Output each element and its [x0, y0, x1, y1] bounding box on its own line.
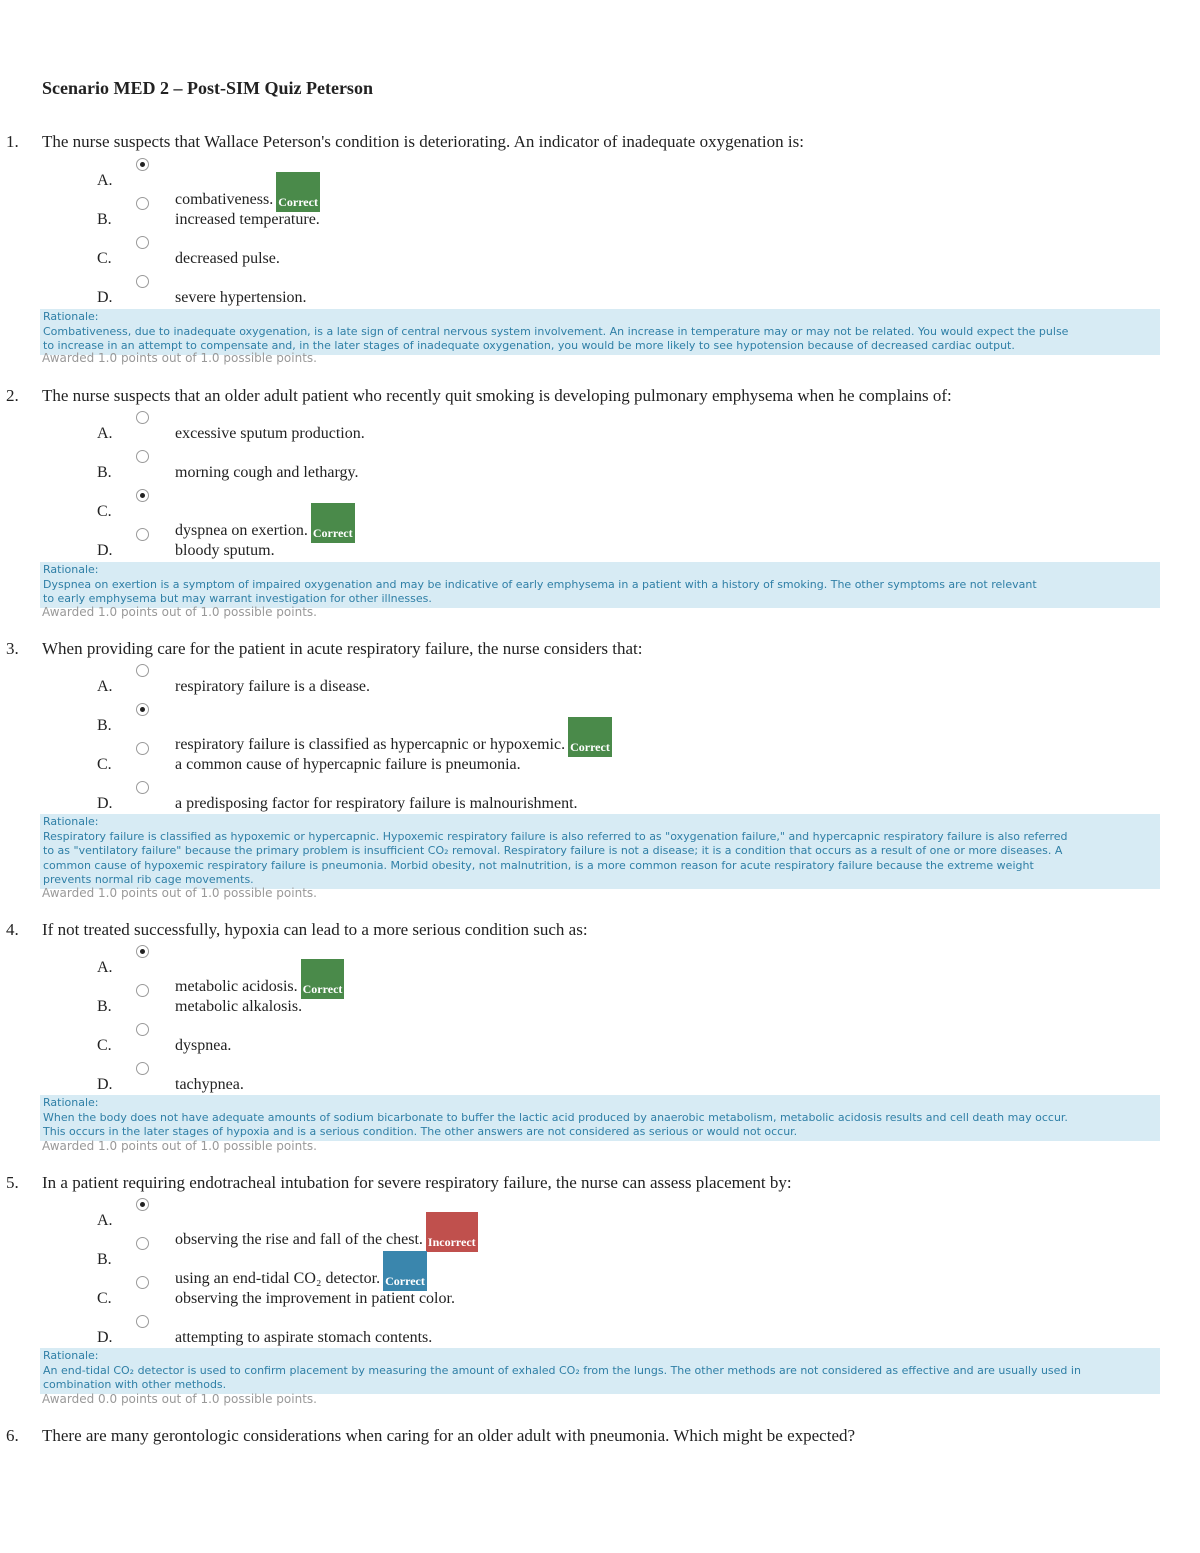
option-1a[interactable] [0, 172, 1200, 209]
radio-button[interactable] [136, 1276, 149, 1289]
option-letter: C. [97, 1037, 112, 1054]
rationale-label: Rationale: [43, 563, 99, 576]
option-text: increased temperature. [175, 211, 320, 228]
option-text: dyspnea. [175, 1037, 232, 1054]
radio-button[interactable] [136, 158, 149, 171]
option-2d[interactable] [0, 542, 1200, 562]
option-text: tachypnea. [175, 1076, 244, 1093]
option-5d[interactable] [0, 1329, 1200, 1349]
option-text: severe hypertension. [175, 289, 307, 306]
question-text: When providing care for the patient in acute respiratory failure, the nurse considers that: [42, 639, 643, 658]
option-text: using an end-tidal CO₂ detector. Correct [175, 1251, 427, 1291]
rationale-line: prevents normal rib cage movements. [43, 873, 254, 886]
question-text: The nurse suspects that Wallace Peterson's condition is deteriorating. An indicator of inadequate oxygenation is: [42, 132, 804, 151]
option-letter: B. [97, 717, 112, 734]
rationale-line: When the body does not have adequate amounts of sodium bicarbonate to buffer the lactic acid produced by anaerobic metabolism, metabolic acidosis results and cell death may occur. [43, 1110, 1068, 1124]
rationale-label: Rationale: [43, 815, 99, 828]
option-letter: C. [97, 503, 112, 520]
radio-button[interactable] [136, 945, 149, 958]
rationale-line: Combativeness, due to inadequate oxygenation, is a late sign of central nervous system involvement. An increase in temperature may or may not be related. You would expect the pulse [43, 324, 1069, 338]
option-letter: A. [97, 425, 113, 442]
option-2b[interactable] [0, 464, 1200, 484]
option-letter: A. [97, 172, 113, 189]
option-4b[interactable] [0, 998, 1200, 1018]
radio-button[interactable] [136, 1315, 149, 1328]
rationale-line: to early emphysema but may warrant investigation for other illnesses. [43, 592, 432, 605]
option-2c[interactable] [0, 503, 1200, 540]
radio-button[interactable] [136, 742, 149, 755]
option-letter: D. [97, 795, 113, 812]
option-3c[interactable] [0, 756, 1200, 776]
radio-button[interactable] [136, 703, 149, 716]
radio-button[interactable] [136, 450, 149, 463]
question-number: 6. [6, 1426, 19, 1445]
correct-answer-badge: Correct [383, 1251, 427, 1291]
rationale-box [40, 1348, 1160, 1394]
rationale-line: to as "ventilatory failure" because the primary problem is insufficient CO₂ removal. Respiratory failure is not a disease; it is a condition that occurs as a result of one or more diseases. A [43, 844, 1063, 857]
option-letter: C. [97, 250, 112, 267]
option-letter: A. [97, 678, 113, 695]
awarded-points: Awarded 1.0 points out of 1.0 possible points. [42, 351, 317, 365]
awarded-points: Awarded 1.0 points out of 1.0 possible points. [42, 886, 317, 900]
option-text: metabolic alkalosis. [175, 998, 303, 1015]
awarded-points: Awarded 0.0 points out of 1.0 possible points. [42, 1392, 317, 1406]
option-letter: C. [97, 756, 112, 773]
radio-button[interactable] [136, 275, 149, 288]
rationale-line: to increase in an attempt to compensate and, in the later stages of inadequate oxygenation, you would be more likely to see hypotension because of decreased cardiac output. [43, 339, 1015, 352]
rationale-label: Rationale: [43, 1349, 99, 1362]
correct-badge: Correct [276, 172, 320, 212]
option-letter: B. [97, 998, 112, 1015]
option-letter: D. [97, 542, 113, 559]
option-4a[interactable] [0, 959, 1200, 996]
option-5a[interactable] [0, 1212, 1200, 1249]
option-text: respiratory failure is a disease. [175, 678, 371, 695]
question-number: 2. [6, 386, 19, 405]
rationale-box [40, 562, 1160, 608]
option-2a[interactable] [0, 425, 1200, 445]
question-text: If not treated successfully, hypoxia can lead to a more serious condition such as: [42, 920, 588, 939]
rationale-line: combination with other methods. [43, 1378, 227, 1391]
option-letter: B. [97, 211, 112, 228]
correct-badge: Correct [568, 717, 612, 757]
radio-button[interactable] [136, 1062, 149, 1075]
option-letter: B. [97, 464, 112, 481]
question-number: 4. [6, 920, 19, 939]
option-text: observing the improvement in patient color. [175, 1290, 455, 1307]
option-text: bloody sputum. [175, 542, 275, 559]
option-3d[interactable] [0, 795, 1200, 815]
option-text: metabolic acidosis. Correct [175, 959, 344, 999]
option-text: dyspnea on exertion. Correct [175, 503, 355, 543]
option-1b[interactable] [0, 211, 1200, 231]
rationale-line: This occurs in the later stages of hypoxia and is a serious condition. The other answers are not considered as serious or would not occur. [43, 1125, 798, 1138]
radio-button[interactable] [136, 781, 149, 794]
page-title: Scenario MED 2 – Post-SIM Quiz Peterson [42, 78, 373, 98]
option-text: a predisposing factor for respiratory failure is malnourishment. [175, 795, 578, 812]
option-text: attempting to aspirate stomach contents. [175, 1329, 433, 1346]
option-3b[interactable] [0, 717, 1200, 754]
awarded-points: Awarded 1.0 points out of 1.0 possible points. [42, 1139, 317, 1153]
rationale-label: Rationale: [43, 1096, 99, 1109]
option-1c[interactable] [0, 250, 1200, 270]
radio-button[interactable] [136, 197, 149, 210]
radio-button[interactable] [136, 489, 149, 502]
option-letter: D. [97, 1329, 113, 1346]
question-text: The nurse suspects that an older adult patient who recently quit smoking is developing pulmonary emphysema when he complains of: [42, 386, 952, 405]
rationale-line: Respiratory failure is classified as hypoxemic or hypercapnic. Hypoxemic respiratory failure is also referred to as "oxygenation failure," and hypercapnic respiratory failure is also referred [43, 829, 1068, 843]
radio-button[interactable] [136, 1237, 149, 1250]
option-4c[interactable] [0, 1037, 1200, 1057]
radio-button[interactable] [136, 1023, 149, 1036]
option-3a[interactable] [0, 678, 1200, 698]
option-letter: D. [97, 1076, 113, 1093]
radio-button[interactable] [136, 236, 149, 249]
radio-button[interactable] [136, 528, 149, 541]
option-letter: B. [97, 1251, 112, 1268]
option-letter: D. [97, 289, 113, 306]
rationale-label: Rationale: [43, 310, 99, 323]
rationale-line: Dyspnea on exertion is a symptom of impaired oxygenation and may be indicative of early emphysema in a patient with a history of smoking. The other symptoms are not relevant [43, 577, 1037, 591]
option-5b[interactable] [0, 1251, 1200, 1288]
rationale-line: An end-tidal CO₂ detector is used to confirm placement by measuring the amount of exhaled CO₂ from the lungs. The other methods are not considered as effective and are usually used in [43, 1363, 1081, 1377]
rationale-box [40, 814, 1160, 889]
rationale-box [40, 1095, 1160, 1141]
question-text: In a patient requiring endotracheal intubation for severe respiratory failure, the nurse can assess placement by: [42, 1173, 792, 1192]
radio-button[interactable] [136, 1198, 149, 1211]
correct-badge: Correct [301, 959, 345, 999]
rationale-box [40, 309, 1160, 355]
option-1d[interactable] [0, 289, 1200, 309]
question-number: 5. [6, 1173, 19, 1192]
radio-button[interactable] [136, 984, 149, 997]
option-text: excessive sputum production. [175, 425, 365, 442]
option-letter: A. [97, 959, 113, 976]
option-letter: C. [97, 1290, 112, 1307]
option-5c[interactable] [0, 1290, 1200, 1310]
radio-button[interactable] [136, 411, 149, 424]
option-text: observing the rise and fall of the chest. Incorrect [175, 1212, 478, 1252]
option-text: morning cough and lethargy. [175, 464, 359, 481]
question-number: 1. [6, 132, 19, 151]
correct-badge: Correct [311, 503, 355, 543]
option-text: a common cause of hypercapnic failure is pneumonia. [175, 756, 521, 773]
option-text: respiratory failure is classified as hypercapnic or hypoxemic. Correct [175, 717, 612, 757]
question-number: 3. [6, 639, 19, 658]
radio-button[interactable] [136, 664, 149, 677]
awarded-points: Awarded 1.0 points out of 1.0 possible points. [42, 605, 317, 619]
rationale-line: common cause of hypoxemic respiratory failure is pneumonia. Morbid obesity, not malnutrition, is a more common reason for acute respiratory failure because the extreme weight [43, 858, 1034, 872]
option-text: combativeness. Correct [175, 172, 320, 212]
option-letter: A. [97, 1212, 113, 1229]
question-text: There are many gerontologic considerations when caring for an older adult with pneumonia. Which might be expected? [42, 1426, 856, 1445]
option-text: decreased pulse. [175, 250, 280, 267]
incorrect-badge: Incorrect [426, 1212, 478, 1252]
option-4d[interactable] [0, 1076, 1200, 1096]
